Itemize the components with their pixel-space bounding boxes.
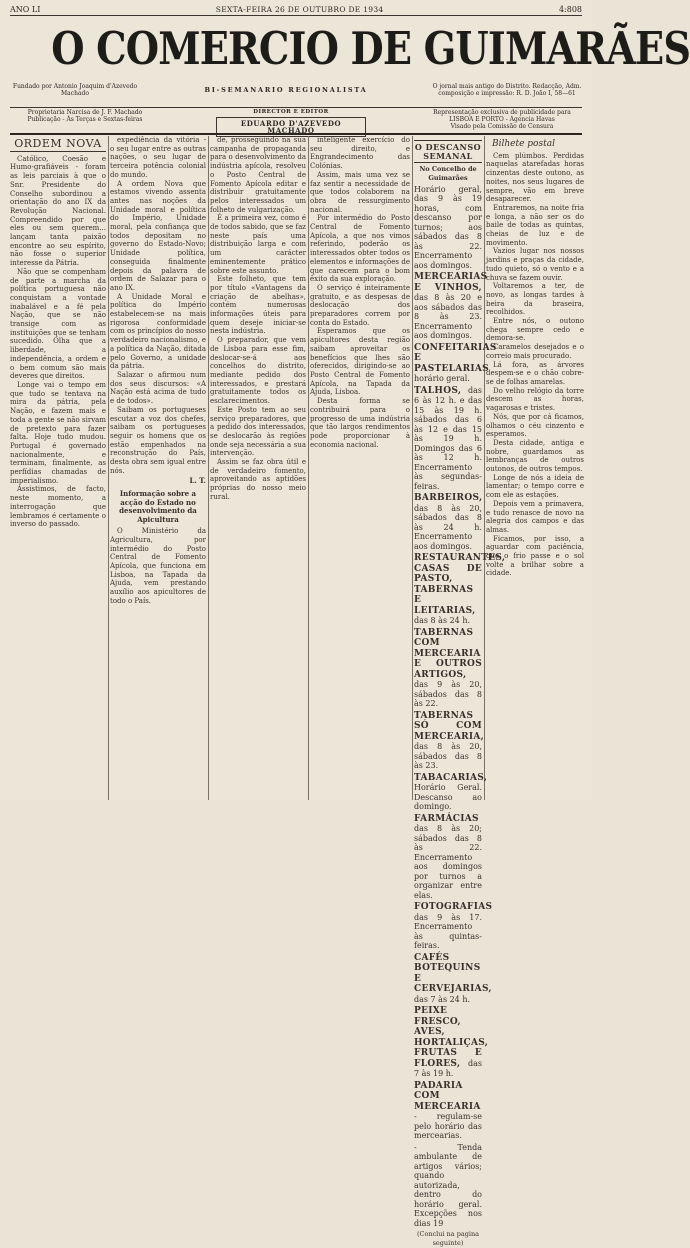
column-4	[310, 136, 410, 800]
descanso-entry	[414, 1006, 489, 1079]
continued-note: (Conclui na pagina seguinte)	[416, 1230, 480, 1248]
descanso-entry-label: BARBEIROS,	[414, 493, 483, 504]
issue-number: 4:808	[558, 4, 582, 14]
descanso-entry-text: - Tenda ambulante de artigos vários; quando autorizada, dentro do horário geral. Excepções nos dias 19	[414, 1142, 482, 1228]
paragraph: expediência da vitória - o seu lugar entre as outras nações, o seu lugar de terceira potência colonial do mundo.	[110, 136, 206, 179]
bilhete-list	[486, 152, 584, 578]
paragraph: Desta forma se contribuirá para o progresso de uma indústria que tão largos rendimentos pode proporcionar à economia nacional.	[310, 397, 410, 449]
descanso-entry-text: das 9 às 20, sábados das 8 às 22.	[414, 680, 482, 709]
descanso-entry-label: CONFEITARIAS E PASTELARIAS	[414, 342, 497, 374]
descanso-list	[414, 184, 506, 1229]
paragraph: inteligente exercício do seu direito, e Engrandecimento das Colónias.	[310, 136, 410, 171]
column-6-bilhete	[486, 136, 584, 800]
descanso-entry-text: das 9 às 17. Encerramento às quintas-feiras.	[414, 912, 482, 951]
info-row-1	[10, 83, 582, 105]
descanso-entry	[414, 772, 488, 812]
paragraph: Entraremos, na noite fria e longa, a não ser os do baile de todas as quintas, cheias de luz e de movimento.	[486, 203, 584, 247]
paragraph: Saibam os portugueses escutar a voz dos chefes, saibam os portugueses seguir os homens que os estão empenhados na reconstrução do País, desta obra sem igual entre nós.	[110, 405, 206, 475]
paragraph: Nós, que por cá ficamos, olhamos o céu cinzento e esperamos.	[486, 412, 584, 439]
paragraph: Depois vem a primavera, e tudo renasce de novo na alegria dos campos e das almas.	[486, 499, 584, 534]
descanso-entry-label: TALHOS,	[414, 385, 468, 396]
descanso-entry-text: Horário Geral. Descanso ao domingo.	[414, 783, 482, 812]
divider	[10, 107, 582, 108]
descanso-subheading: No Concelho de Guimarães	[419, 165, 477, 183]
published-note: Publicação - Às Terças e Sextas-feiras	[27, 116, 143, 123]
owner-block	[10, 109, 160, 123]
divider	[10, 133, 582, 135]
paragraph: Assim, mais uma vez se faz sentir a necessidade de que todos colaborem na obra de ressurgimento nacional.	[310, 170, 410, 214]
descanso-entry-text: das 7 às 24 h.	[414, 994, 471, 1004]
paragraph: O serviço é inteiramente gratuito, e as despesas de deslocação dos preparadores correm por conta do Estado.	[310, 283, 410, 327]
paragraph: Voltaremos a ter, de novo, as longas tardes à beira da braseira, recolhidos.	[486, 282, 584, 317]
paragraph: Desta cidade, antiga e nobre, guardamos as lembranças de outros outonos, de outros tempos.	[486, 438, 584, 474]
censor-note: Visado pela Comissão de Censura	[450, 123, 554, 130]
column-1	[10, 136, 106, 800]
descanso-entry-label: TABACARIAS,	[414, 772, 488, 783]
signature: L. T.	[189, 476, 206, 486]
column-rule	[484, 136, 485, 800]
paragraph: Lá fora, as árvores despem-se e o chão cobre-se de folhas amarelas.	[486, 360, 584, 386]
paragraph: Cem plúmbos. Perdidas naquelas atarefadas horas cinzentas deste outono, as noites, nos seus lugares de sempre, vão em breve desaparecer.	[486, 151, 584, 204]
descanso-entry-text: das 8 às 20 e aos sábados das 8 às 23. Encerramento aos domingos.	[414, 293, 482, 341]
descanso-entry	[414, 1081, 482, 1141]
descanso-entry	[414, 185, 482, 271]
descanso-entry-label: FOTOGRAFIAS	[414, 902, 493, 913]
descanso-entry-text: - regulam-se pelo horário das mercearias.	[414, 1112, 482, 1141]
dateline: SEXTA-FEIRA 26 DE OUTUBRO DE 1934	[215, 4, 384, 14]
descanso-entry-text: Horário geral, das 9 às 19 horas, com descanso por turnos; aos sábados das 8 às 22. Encerramento aos domingos.	[414, 184, 482, 270]
organ-note: O jornal mais antigo do Distrito. Redacção, Adm. composição e impressão: R. D. João I, 58—61	[432, 83, 582, 97]
rep-note: Representação exclusiva de publicidade para LISBOA E PORTO - Agencia Havas	[433, 109, 571, 123]
paragraph: Católico, Coesão e Humo-grafiáveis - foram as leis parciais à que o Snr. Presidente do Conselho subordinou a orientação do ano IX da Revolução Nacional. Compreendido por que eles ou sem querem... lançam tanta paixão encontre ao seu espírito, não fosse o superior interesse da Pátria.	[10, 154, 106, 268]
paragraph: Por intermédio do Posto Central de Fomento Apícola, a que nos vimos referindo, poderão os interessados obter todos os elementos e informações de que carecem para o bom êxito da sua exploração.	[310, 214, 410, 284]
paragraph: Salazar o afirmou num dos seus discursos: «A Nação está acima de tudo e de todos».	[110, 370, 206, 406]
paragraph: Longe de nós a ideia de lamentar; o tempo corre e com ele as estações.	[486, 473, 584, 500]
top-strip	[10, 3, 582, 16]
descanso-entry	[414, 902, 493, 951]
descanso-entry-label: TABERNAS SÓ COM MERCEARIA,	[414, 710, 485, 742]
column-rule	[208, 136, 209, 800]
apicultura-heading: Informação sobre a acção do Estado no desenvolvimento da Apicultura	[119, 489, 197, 524]
bilhete-postal-heading: Bilhete postal	[492, 139, 555, 149]
descanso-entry	[414, 386, 482, 492]
descanso-entry-label: MERCEARIAS E VINHOS,	[414, 272, 488, 293]
info-row-2	[10, 109, 582, 135]
paragraph: Do velho relógio da torre descem as horas, vagarosas e tristes.	[486, 386, 584, 413]
paragraph: Assistimos, de facto, neste momento, a interrogação que lembramos é certamente o inverso do passado.	[10, 485, 106, 529]
descanso-entry	[414, 342, 497, 384]
column-5-descanso	[414, 136, 506, 1248]
descanso-entry-label: TABERNAS COM MERCEARIA E OUTROS ARTIGOS,	[414, 627, 482, 680]
descanso-entry	[414, 553, 506, 626]
descanso-entry	[414, 628, 482, 709]
descanso-entry-label: PADARIA COM MERCEARIA	[414, 1080, 481, 1112]
subtitle: BI-SEMANARIO REGIONALISTA	[204, 86, 368, 94]
director-name: EDUARDO D'AZEVEDO MACHADO	[216, 117, 366, 137]
paragraph: Este folheto, que tem por título «Vantagens da criação de abelhas», contém numerosas informações úteis para quem deseje iniciar-se nesta indústria.	[210, 275, 306, 336]
descanso-entry	[414, 272, 488, 341]
column-3	[210, 136, 306, 800]
paragraph: Esperamos que os apicultores desta região saibam aproveitar os benefícios que lhes são oferecidos, dirigindo-se ao Posto Central de Fomento Apícola, na Tapada da Ajuda, Lisboa.	[310, 327, 410, 397]
year-label: ANO LI	[10, 4, 41, 14]
descanso-entry	[414, 493, 482, 551]
ordem-nova-heading: ORDEM NOVA	[10, 140, 106, 152]
paragraph: Assim se faz obra útil e de verdadeiro fomento, aproveitando as aptidões próprias do nosso meio rural.	[210, 458, 306, 501]
rep-block	[422, 109, 582, 130]
founded-note: Fundado por Antonio Joaquim d'Azevedo Machado	[12, 83, 138, 97]
paragraph: O preparador, que vem de Lisboa para esse fim, deslocar-se-á aos concelhos do distrito, mediante pedido dos interessados, e prestará gratuitamente todos os esclarecimentos.	[210, 336, 306, 406]
descanso-entry-text: das 8 às 20, sábados das 8 às 23.	[414, 742, 482, 771]
paragraph: É a primeira vez, como é de todos sabido, que se faz neste país uma distribuição larga e com um carácter eminentemente prático sobre este assunto.	[210, 214, 306, 275]
column-2	[110, 136, 206, 800]
descanso-entry	[414, 814, 482, 901]
paragraph: A Unidade Moral e política do Império estabelecem-se na mais rigorosa conformidade com os princípios do nosso verdadeiro nacionalismo, e a política da Nação, ditada pelo Governo, a unidade da pátria.	[110, 292, 206, 371]
descanso-entry-text: das 7 às 19 h.	[414, 1058, 482, 1079]
paragraph: Vazios lugar nos nossos jardins e praças da cidade, tudo quieto, só o vento e a chuva se fazem ouvir.	[486, 247, 584, 282]
paragraph: Longe vai o tempo em que tudo se tentava na mira da pátria, pela Nação, e fazem mais e toda a gente se não sirvam de pretexto para fazer falta. Hoje tudo mudou. Portugal é governado nacionalmente, e terminam, finalmente, as perfídias chamadas de imperialismo.	[10, 380, 106, 485]
descanso-entry-text: horário geral.	[414, 374, 470, 384]
paragraph: de, prosseguindo na sua campanha de propaganda para o desenvolvimento da indústria apícola, resolveu o Posto Central de Fomento Apícola editar e distribuir gratuitamente pelos interessados um folheto de vulgarização.	[210, 136, 306, 214]
descanso-entry	[414, 952, 492, 1005]
column-rule	[108, 136, 109, 800]
descanso-entry-text: das 8 às 24 h.	[414, 616, 471, 626]
descanso-entry-label: RESTAURANTES, CASAS DE PASTO, TABERNAS E LEITARIAS,	[414, 553, 506, 616]
paragraph: O Ministério da Agricultura, por intermédio do Posto Central de Fomento Apícola, que funciona em Lisboa, na Tapada da Ajuda, vem prestando auxílio aos apicultores de todo o País.	[110, 527, 206, 605]
paragraph: Este Posto tem ao seu serviço preparadores, que a pedido dos interessados, se deslocarão às regiões onde seja necessária a sua intervenção.	[210, 405, 306, 458]
descanso-entry-label: PEIXE FRESCO, AVES, HORTALIÇAS, FRUTAS E FLORES,	[414, 1006, 489, 1069]
owner-note: Proprietaria Narcisa de J. F. Machado	[27, 109, 143, 116]
paragraph: Entre nós, o outono chega sempre cedo e demora-se.	[486, 317, 584, 343]
descanso-entry-text: das 8 às 20; sábados das 8 às 22. Encerramento aos domingos por turnos a organizar entre elas.	[414, 824, 482, 900]
descanso-entry-label: CAFÉS BOTEQUINS E CERVEJARIAS,	[414, 952, 492, 995]
column-rule	[412, 136, 413, 800]
masthead-title: O COMERCIO DE GUIMARÃES	[51, 22, 690, 75]
paragraph: Ficamos, por isso, a aguardar com paciência, que o frio passe e o sol volte a brilhar sobre a cidade.	[486, 534, 584, 578]
descanso-entry-text: das 6 às 12 h. e das 15 às 19 h. sábados das 6 às 12 e das 15 às 19 h. Domingos das 6 às 12 h. Encerramento às segundas-feiras.	[414, 385, 482, 491]
director-label: DIRECTOR E EDITOR	[253, 109, 329, 115]
descanso-entry	[414, 710, 485, 771]
paragraph: Não que se compenham de parte a marcha da política portuguesa não conquistam a vontade inabalável e a fé pela Nação, que se não transige com as instituições que se tenham sucedido. Olha que a liberdade, a independência, a ordem e o bem comum são mais deveres que direitos.	[10, 267, 106, 381]
descanso-entry-label: FARMÁCIAS	[414, 813, 479, 824]
column-rule	[308, 136, 309, 800]
descanso-entry	[414, 1143, 482, 1229]
paragraph: Caramelos desejados e o correio mais procurado.	[486, 343, 584, 360]
descanso-entry-text: das 8 às 20, sábados das 8 às 24 h. Encerramento aos domingos.	[414, 503, 482, 551]
paragraph: A ordem Nova que estamos vivendo assenta antes nas noções da Unidade moral e política do Império, Unidade moral, pela confiança que todos depositam no governo do Estado-Novo; Unidade política, conseguida finalmente depois da palavra de ordem de Salazar para o ano IX.	[110, 179, 206, 292]
descanso-heading: O DESCANSO SEMANAL	[414, 140, 482, 163]
